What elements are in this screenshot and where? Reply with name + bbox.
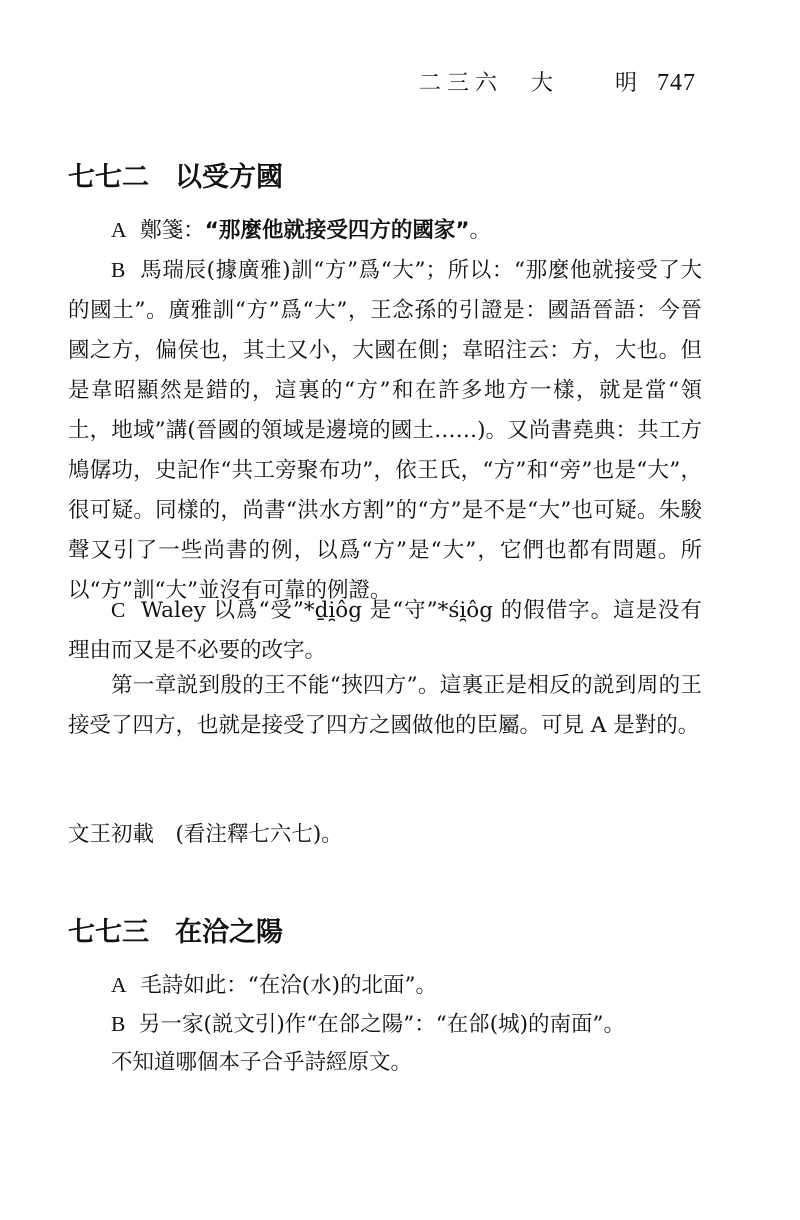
paragraph-lead: A: [111, 218, 127, 242]
paragraph-text: Waley 以爲“受”*ḏi̯ôg 是“守”*śi̯ôg 的假借字。這是没有理由而又是不必要的改字。: [68, 598, 702, 663]
paragraph-text: 另一家(説文引)作“在郃之陽”：“在郃(城)的南面”。: [139, 1012, 626, 1037]
paragraph-772-conclusion: [68, 666, 702, 746]
paragraph-772-a: [68, 210, 702, 251]
paragraph-suffix: 。: [469, 218, 491, 243]
paragraph-lead: B: [111, 1012, 126, 1036]
paragraph-lead: A: [111, 973, 127, 997]
section-heading-773: [68, 910, 283, 949]
paragraph-772-b: [68, 250, 702, 611]
paragraph-text: 馬瑞辰(據廣雅)訓“方”爲“大”；所以：“那麼他就接受了大的國土”。廣雅訓“方”爲“大”，王念孫的引證是：國語晉語：今晉國之方，偏侯也，其土又小，大國在側；韋昭注云：方，大也。但是韋昭顯然是錯的，這裏的“方”和在許多地方一樣，就是當“領土，地域”講(晉國的領域是邊境的國土……)。又尚書堯典：共工方鳩僝功，史記作“共工旁聚布功”，依王氏，“方”和“旁”也是“大”，很可疑。同樣的，尚書“洪水方割”的“方”是不是“大”也可疑。朱駿聲又引了一些尚書的例，以爲“方”是“大”，它們也都有問題。所以“方”訓“大”並沒有可靠的例證。: [68, 258, 702, 603]
page-number: 747: [657, 70, 696, 96]
paragraph-text: 毛詩如此：“在洽(水)的北面”。: [140, 973, 437, 998]
section-title: 在洽之陽: [175, 917, 283, 948]
paragraph-prefix: 鄭箋：: [140, 218, 205, 243]
section-heading-772: [68, 155, 283, 194]
paragraph-text: 第一章説到殷的王不能“挾四方”。這裏正是相反的説到周的王接受了四方，也就是接受了四方之國做他的臣屬。可見 A 是對的。: [68, 673, 702, 738]
paragraph-772-c: [68, 590, 702, 671]
paragraph-text: 不知道哪個本子合乎詩經原文。: [111, 1050, 413, 1075]
running-header: [419, 66, 696, 97]
section-number: 七七三: [68, 917, 149, 948]
paragraph-lead: B: [111, 258, 126, 282]
emphasis-text: “那麼他就接受四方的國家”: [204, 218, 470, 243]
chapter-title: 二三六 大 明: [418, 71, 643, 96]
section-title: 以受方國: [175, 162, 283, 193]
paragraph-773-b: [68, 1004, 702, 1045]
note-text: 文王初載 (看注釋七六七)。: [68, 822, 343, 847]
paragraph-773-a: [68, 965, 702, 1006]
paragraph-773-conclusion: [68, 1043, 702, 1083]
section-number: 七七二: [68, 162, 149, 193]
paragraph-lead: C: [111, 598, 126, 622]
cross-reference-note: [68, 815, 702, 855]
